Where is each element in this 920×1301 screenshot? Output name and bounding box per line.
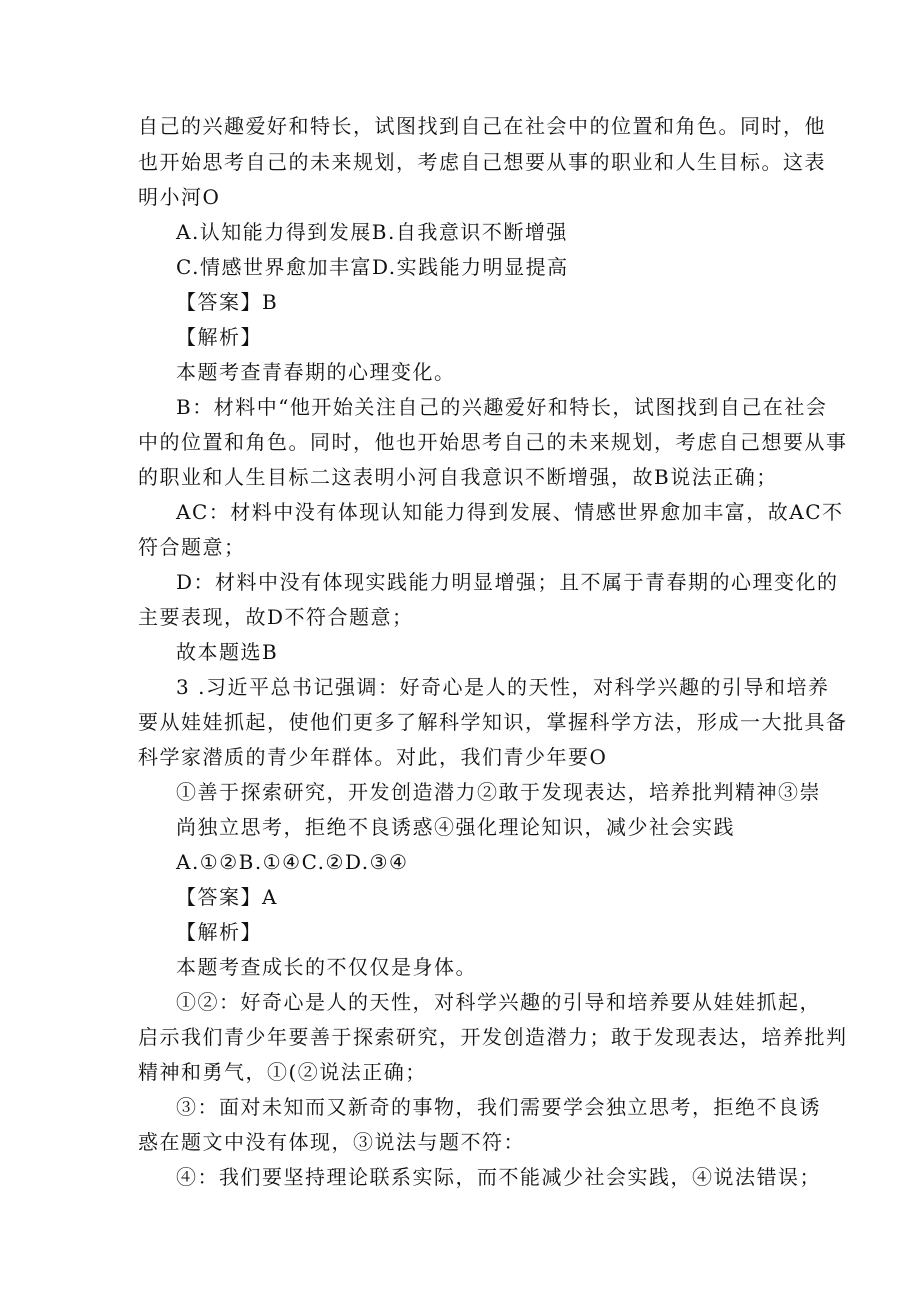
q2-analysis-line: 本题考查青春期的心理变化。 [176,360,456,384]
q2-analysis-line: B：材料中“他开始关注自己的兴趣爱好和特长，试图找到自己在社会 [176,395,828,419]
q2-analysis-line: D：材料中没有体现实践能力明显增强；且不属于青春期的心理变化的 [176,570,839,594]
q2-analysis-line: 符合题意； [138,535,246,559]
q2-analysis-line: 中的位置和角色。同时，他也开始思考自己的未来规划，考虑自己想要从事 [138,430,848,454]
q3-options: A.①②B.①④C.②D.③④ [176,850,409,874]
q2-stem-line: 也开始思考自己的未来规划，考虑自己想要从事的职业和人生目标。这表 [138,150,826,174]
q2-stem-line: 明小河O [138,185,221,209]
q3-stem-line: 科学家潜质的青少年群体。对此，我们青少年要O [138,745,608,769]
q2-stem-line: 自己的兴趣爱好和特长，试图找到自己在社会中的位置和角色。同时，他 [138,114,826,138]
q3-analysis-label: 【解析】 [176,920,262,944]
q2-analysis-line: 的职业和人生目标二这表明小河自我意识不断增强，故B说法正确； [138,465,778,489]
q3-statements-line: 尚独立思考，拒绝不良诱惑④强化理论知识，减少社会实践 [176,815,735,839]
q3-analysis-line: ③：面对未知而又新奇的事物，我们需要学会独立思考，拒绝不良诱 [176,1095,821,1119]
q2-conclusion: 故本题选B [176,640,279,664]
q2-analysis-label: 【解析】 [176,325,262,349]
q3-analysis-line: 惑在题文中没有体现，③说法与题不符： [138,1130,525,1154]
q3-analysis-line: ①②：好奇心是人的天性，对科学兴趣的引导和培养要从娃娃抓起， [176,990,821,1014]
q3-analysis-line: 启示我们青少年要善于探索研究，开发创造潜力；敢于发现表达，培养批判 [138,1025,848,1049]
q2-answer: 【答案】B [176,290,279,314]
q3-analysis-line: 本题考查成长的不仅仅是身体。 [176,955,477,979]
q3-analysis-line: ④：我们要坚持理论联系实际，而不能减少社会实践，④说法错误； [176,1165,821,1189]
q2-analysis-line: 主要表现，故D不符合题意； [138,605,414,629]
q2-option-line: C.情感世界愈加丰富D.实践能力明显提高 [176,255,569,279]
q3-analysis-line: 精神和勇气，①(②说法正确； [138,1060,427,1084]
q3-statements-line: ①善于探索研究，开发创造潜力②敢于发现表达，培养批判精神③崇 [176,780,821,804]
q3-answer: 【答案】A [176,885,278,909]
q2-analysis-line: AC：材料中没有体现认知能力得到发展、情感世界愈加丰富，故AC不 [176,500,844,524]
q2-option-line: A.认知能力得到发展B.自我意识不断增强 [176,220,568,244]
q3-stem-line: 3 .习近平总书记强调：好奇心是人的天性，对科学兴趣的引导和培养 [176,675,830,699]
q3-stem-line: 要从娃娃抓起，使他们更多了解科学知识，掌握科学方法，形成一大批具备 [138,710,848,734]
